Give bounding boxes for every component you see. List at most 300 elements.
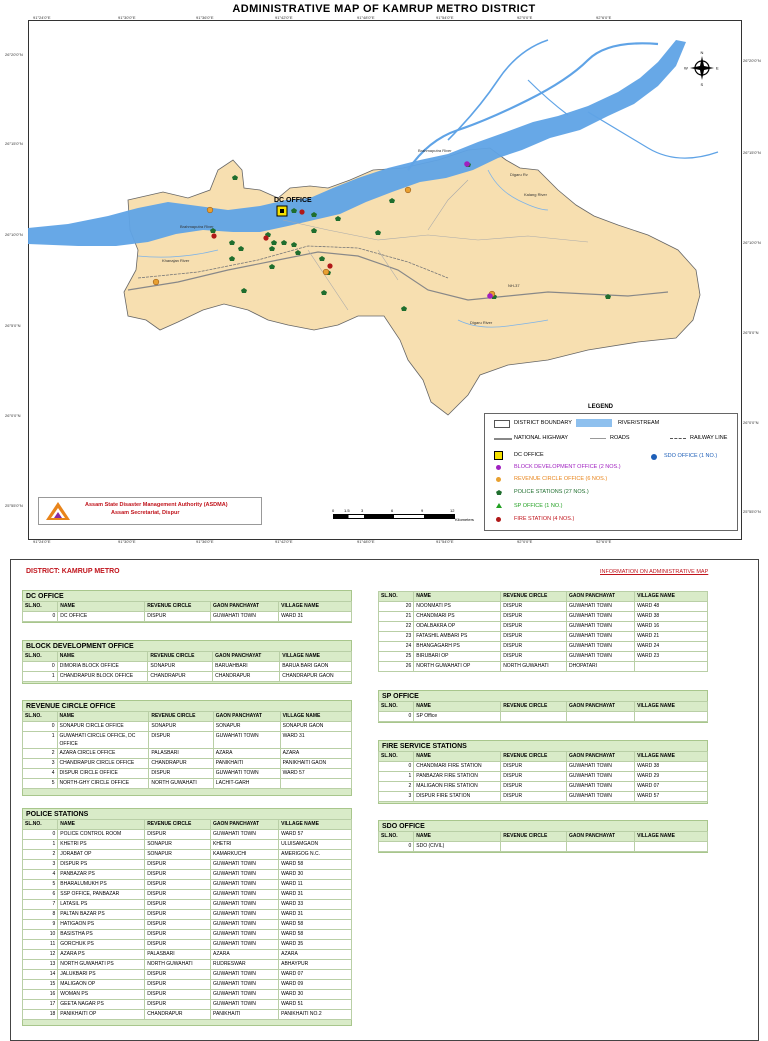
- table-cell: GUWAHATI TOWN: [566, 622, 634, 632]
- table-cell: 12: [23, 950, 58, 960]
- table-cell: DISPUR: [145, 900, 211, 910]
- legend-revenue: REVENUE CIRCLE OFFICE (6 NOS.): [514, 476, 608, 482]
- table-cell: WARD 30: [279, 990, 352, 1000]
- table-cell: GUWAHATI TOWN: [210, 910, 278, 920]
- table-cell: 18: [23, 1010, 58, 1020]
- asdma-logo-icon: [45, 501, 71, 521]
- table-cell: 11: [23, 940, 58, 950]
- table-cell: CHANDRAPUR: [149, 759, 213, 769]
- column-header: GAON PANCHAYAT: [213, 652, 280, 662]
- river-swatch: [576, 419, 612, 427]
- table-cell: 10: [23, 930, 58, 940]
- table-cell: SONAPUR: [149, 722, 213, 732]
- table-row: [379, 842, 708, 852]
- table-cell: DISPUR: [145, 830, 211, 840]
- revenue-marker[interactable]: [207, 207, 213, 213]
- fire-station-marker[interactable]: [299, 209, 304, 214]
- table-cell: 0: [23, 662, 58, 672]
- info-map-link[interactable]: INFORMATION ON ADMINISTRATIVE MAP: [600, 569, 709, 575]
- river-label: Digaru River: [470, 320, 493, 325]
- column-header: SL.NO.: [379, 752, 414, 762]
- table-cell: WARD 31: [279, 890, 352, 900]
- coord-right: 25°55'0"N: [743, 509, 761, 514]
- table-cell: GUWAHATI TOWN: [210, 930, 278, 940]
- table-cell: SONAPUR: [148, 662, 213, 672]
- sdo-office-table: [378, 831, 708, 852]
- table-cell: MALIGAON OP: [58, 980, 145, 990]
- column-header: SL.NO.: [379, 702, 414, 712]
- table-cell: 5: [23, 880, 58, 890]
- river-label: Khanajan River: [162, 258, 190, 263]
- column-header: REVENUE CIRCLE: [501, 702, 567, 712]
- coord-bottom: 91°24'0"E: [33, 539, 51, 544]
- table-row: [379, 602, 708, 612]
- table-cell: NORTH GUWAHATI: [149, 779, 213, 789]
- table-cell: 2: [379, 782, 414, 792]
- table-cell: HATIGAON PS: [58, 920, 145, 930]
- fire-station-marker[interactable]: [263, 235, 268, 240]
- table-cell: GUWAHATI TOWN: [210, 880, 278, 890]
- table-cell: [635, 662, 708, 672]
- table-cell: DISPUR: [501, 642, 567, 652]
- column-header: GAON PANCHAYAT: [210, 602, 278, 612]
- table-cell: 15: [23, 980, 58, 990]
- column-header: SL.NO.: [23, 820, 58, 830]
- column-header: VILLAGE NAME: [280, 712, 351, 722]
- column-header: GAON PANCHAYAT: [566, 592, 634, 602]
- table-cell: PANIKHAITI: [213, 759, 280, 769]
- table-cell: CHANDRAPUR CIRCLE OFFICE: [57, 759, 149, 769]
- table-cell: PALASBARI: [145, 950, 211, 960]
- table-cell: 1: [23, 840, 58, 850]
- table-cell: FATASHIL AMBARI PS: [414, 632, 501, 642]
- coord-bottom: 91°36'0"E: [196, 539, 214, 544]
- table-row: [23, 930, 352, 940]
- table-row: [23, 1010, 352, 1020]
- table-cell: WARD 31: [279, 612, 352, 622]
- table-cell: 24: [379, 642, 414, 652]
- river-channel: [588, 112, 718, 158]
- column-header: SL.NO.: [379, 832, 414, 842]
- table-row: [23, 779, 352, 789]
- table-row: [379, 652, 708, 662]
- table-cell: GUWAHATI TOWN: [210, 860, 278, 870]
- table-cell: BARUAHBARI: [213, 662, 280, 672]
- table-cell: WARD 09: [279, 980, 352, 990]
- table-cell: AZARA: [280, 749, 351, 759]
- column-header: REVENUE CIRCLE: [145, 820, 211, 830]
- table-cell: BARUA BARI GAON: [280, 662, 352, 672]
- table-cell: WARD 58: [279, 860, 352, 870]
- table-cell: 1: [379, 772, 414, 782]
- table-row: [23, 830, 352, 840]
- asdma-name: Assam State Disaster Management Authority (ASDMA): [85, 502, 228, 508]
- legend-fire: FIRE STATION (4 NOS.): [514, 516, 575, 522]
- table-cell: PANIKHAITI NO.2: [279, 1010, 352, 1020]
- table-cell: 0: [379, 712, 414, 722]
- table-cell: CHANDRAPUR BLOCK OFFICE: [57, 672, 148, 682]
- table-cell: AZARA PS: [58, 950, 145, 960]
- table-row: [23, 950, 352, 960]
- table-cell: [566, 842, 634, 852]
- column-header: VILLAGE NAME: [635, 832, 708, 842]
- brahmaputra-label: Brahmaputra River: [180, 224, 214, 229]
- table-cell: PANIKHAITI: [210, 1010, 278, 1020]
- coord-left: 26°10'0"N: [5, 232, 23, 237]
- table-cell: WARD 21: [635, 632, 708, 642]
- column-header: NAME: [57, 652, 148, 662]
- table-row: [23, 672, 352, 682]
- table-cell: 26: [379, 662, 414, 672]
- table-cell: [566, 712, 634, 722]
- table-cell: DISPUR: [145, 612, 211, 622]
- table-cell: JORABAT OP: [58, 850, 145, 860]
- brahmaputra-label: Brahmaputra River: [418, 148, 452, 153]
- table-cell: DISPUR: [145, 890, 211, 900]
- coord-left: 25°55'0"N: [5, 503, 23, 508]
- legend-boundary: DISTRICT BOUNDARY: [514, 420, 572, 426]
- highway-swatch: [494, 438, 512, 440]
- table-cell: GUWAHATI TOWN: [210, 990, 278, 1000]
- table-cell: 13: [23, 960, 58, 970]
- table-row: [23, 940, 352, 950]
- table-cell: PANBAZAR PS: [58, 870, 145, 880]
- table-cell: KAMARKUCHI: [210, 850, 278, 860]
- table-cell: CHANDRAPUR: [145, 1010, 211, 1020]
- table-cell: 25: [379, 652, 414, 662]
- table-cell: PANBAZAR FIRE STATION: [414, 772, 501, 782]
- table-cell: WARD 35: [279, 940, 352, 950]
- column-header: NAME: [58, 602, 145, 612]
- table-cell: DISPUR: [501, 792, 567, 802]
- table-cell: WARD 07: [635, 782, 708, 792]
- table-row: [379, 772, 708, 782]
- table-cell: WARD 07: [279, 970, 352, 980]
- column-header: VILLAGE NAME: [280, 652, 352, 662]
- sdo-office-icon: [651, 454, 657, 460]
- table-cell: 2: [23, 850, 58, 860]
- table-cell: BHARALUMUKH PS: [58, 880, 145, 890]
- coord-right: 26°20'0"N: [743, 58, 761, 63]
- asdma-credit: [38, 497, 262, 525]
- table-row: [23, 890, 352, 900]
- table-cell: GUWAHATI TOWN: [566, 632, 634, 642]
- legend: [484, 413, 738, 531]
- district-area: [124, 148, 700, 415]
- table-row: [23, 749, 352, 759]
- table-cell: GUWAHATI CIRCLE OFFICE, DC OFFICE: [57, 732, 149, 749]
- coord-left: 26°20'0"N: [5, 52, 23, 57]
- table-row: [379, 712, 708, 722]
- table-row: [379, 632, 708, 642]
- legend-bdo: BLOCK DEVELOPMENT OFFICE (2 NOS.): [514, 464, 621, 470]
- table-cell: DC OFFICE: [58, 612, 145, 622]
- dc-office-table: [22, 601, 352, 622]
- table-cell: 20: [379, 602, 414, 612]
- table-cell: 21: [379, 612, 414, 622]
- table-cell: PALASBARI: [149, 749, 213, 759]
- table-row: [23, 920, 352, 930]
- bdo-marker[interactable]: [464, 161, 470, 167]
- revenue-marker[interactable]: [153, 279, 159, 285]
- table-cell: WARD 24: [635, 642, 708, 652]
- table-row: [379, 642, 708, 652]
- legend-dc-office: DC OFFICE: [514, 452, 544, 458]
- table-cell: MALIGAON FIRE STATION: [414, 782, 501, 792]
- table-row: [23, 870, 352, 880]
- column-header: NAME: [58, 820, 145, 830]
- fire-station-marker[interactable]: [211, 233, 216, 238]
- table-cell: WARD 31: [280, 732, 351, 749]
- table-row: [23, 722, 352, 732]
- fire-station-marker[interactable]: [327, 263, 332, 268]
- table-cell: DHOPATARI: [566, 662, 634, 672]
- table-cell: AZARA: [210, 950, 278, 960]
- fire-service-table: [378, 751, 708, 802]
- column-header: VILLAGE NAME: [635, 702, 708, 712]
- table-row: [23, 990, 352, 1000]
- fire-station-icon: [496, 517, 501, 522]
- table-cell: DISPUR PS: [58, 860, 145, 870]
- coord-bottom: 92°0'0"E: [517, 539, 533, 544]
- column-header: VILLAGE NAME: [279, 820, 352, 830]
- scale-tick: 1.5: [344, 508, 350, 513]
- table-cell: GUWAHATI TOWN: [210, 890, 278, 900]
- section-title: BLOCK DEVELOPMENT OFFICE: [26, 643, 134, 650]
- coord-right: 26°15'0"N: [743, 150, 761, 155]
- map-title: ADMINISTRATIVE MAP OF KAMRUP METRO DISTRICT: [232, 3, 536, 15]
- table-cell: WARD 58: [279, 920, 352, 930]
- table-cell: PALTAN BAZAR PS: [58, 910, 145, 920]
- table-row: [23, 910, 352, 920]
- column-header: REVENUE CIRCLE: [145, 602, 211, 612]
- railway-swatch: [670, 438, 686, 440]
- table-cell: CHANDRAPUR: [213, 672, 280, 682]
- sp-office-table: [378, 701, 708, 722]
- table-cell: CHANDRAPUR GAON: [280, 672, 352, 682]
- dc-office-marker-core: [280, 209, 284, 213]
- bdo-table: [22, 651, 352, 682]
- table-cell: GUWAHATI TOWN: [566, 762, 634, 772]
- table-cell: SONAPUR: [145, 840, 211, 850]
- bdo-marker[interactable]: [487, 293, 493, 299]
- river-label: Digaru Rv: [510, 172, 528, 177]
- table-cell: WARD 38: [635, 762, 708, 772]
- table-cell: DISPUR: [501, 612, 567, 622]
- dc-office-label: DC OFFICE: [274, 197, 312, 204]
- table-cell: WARD 29: [635, 772, 708, 782]
- table-cell: WARD 57: [635, 792, 708, 802]
- table-cell: 0: [379, 842, 414, 852]
- table-cell: 3: [23, 759, 58, 769]
- table-cell: 16: [23, 990, 58, 1000]
- column-header: NAME: [414, 752, 501, 762]
- scale-unit: Kilometers: [455, 517, 474, 522]
- table-cell: 1: [23, 732, 58, 749]
- table-cell: 23: [379, 632, 414, 642]
- table-row: [23, 840, 352, 850]
- table-cell: AMERIGOG N.C.: [279, 850, 352, 860]
- table-cell: SONAPUR: [145, 850, 211, 860]
- table-cell: DISPUR: [145, 860, 211, 870]
- legend-title: LEGEND: [588, 404, 614, 410]
- table-cell: [280, 779, 351, 789]
- revenue-circle-table: [22, 711, 352, 789]
- table-cell: DIMORIA BLOCK OFFICE: [57, 662, 148, 672]
- coord-top: 92°0'0"E: [517, 15, 533, 20]
- table-cell: WARD 48: [635, 602, 708, 612]
- coord-top: 91°54'0"E: [436, 15, 454, 20]
- table-cell: DISPUR: [501, 772, 567, 782]
- table-cell: NORTH-GHY CIRCLE OFFICE: [57, 779, 149, 789]
- table-cell: DISPUR: [145, 1000, 211, 1010]
- coord-bottom: 91°30'0"E: [118, 539, 136, 544]
- table-cell: POLICE CONTROL ROOM: [58, 830, 145, 840]
- table-cell: GUWAHATI TOWN: [210, 980, 278, 990]
- compass-s: S: [700, 82, 704, 87]
- table-cell: AZARA: [213, 749, 280, 759]
- table-cell: BASISTHA PS: [58, 930, 145, 940]
- table-cell: GUWAHATI TOWN: [566, 782, 634, 792]
- compass-rose: [684, 50, 719, 87]
- scale-tick: 0: [332, 508, 335, 513]
- table-cell: 0: [23, 722, 58, 732]
- legend-sp: SP OFFICE (1 NO.): [514, 503, 563, 509]
- table-cell: RUDRESWAR: [210, 960, 278, 970]
- column-header: SL.NO.: [23, 652, 58, 662]
- table-cell: 4: [23, 769, 58, 779]
- table-cell: DISPUR: [501, 622, 567, 632]
- table-cell: DISPUR: [145, 870, 211, 880]
- coord-left: 26°5'0"N: [5, 323, 21, 328]
- revenue-marker[interactable]: [323, 269, 329, 275]
- table-row: [23, 1000, 352, 1010]
- revenue-marker[interactable]: [405, 187, 411, 193]
- column-header: REVENUE CIRCLE: [501, 592, 567, 602]
- table-cell: SP Office: [414, 712, 501, 722]
- table-cell: PANIKHAITI GAON: [280, 759, 351, 769]
- scale-tick: 12: [450, 508, 455, 513]
- table-cell: DISPUR: [501, 602, 567, 612]
- table-cell: 3: [23, 860, 58, 870]
- table-cell: DISPUR: [145, 990, 211, 1000]
- table-cell: BIRUBARI OP: [414, 652, 501, 662]
- column-header: VILLAGE NAME: [635, 592, 708, 602]
- compass-n: N: [700, 50, 704, 55]
- table-cell: AZARA: [279, 950, 352, 960]
- column-header: VILLAGE NAME: [279, 602, 352, 612]
- scale-tick: 6: [391, 508, 394, 513]
- table-cell: NORTH GUWAHATI PS: [58, 960, 145, 970]
- table-cell: SONAPUR CIRCLE OFFICE: [57, 722, 149, 732]
- table-cell: WARD 57: [280, 769, 351, 779]
- table-cell: KHETRI PS: [58, 840, 145, 850]
- table-cell: GUWAHATI TOWN: [566, 792, 634, 802]
- coord-right: 26°0'0"N: [743, 420, 759, 425]
- column-header: GAON PANCHAYAT: [210, 820, 278, 830]
- table-row: [379, 622, 708, 632]
- table-cell: GUWAHATI TOWN: [210, 870, 278, 880]
- table-row: [379, 662, 708, 672]
- column-header: GAON PANCHAYAT: [566, 752, 634, 762]
- table-row: [23, 769, 352, 779]
- table-cell: 5: [23, 779, 58, 789]
- column-header: SL.NO.: [23, 602, 58, 612]
- table-cell: PANIKHAITI OP: [58, 1010, 145, 1020]
- asdma-address: Assam Secretariat, Dispur: [111, 510, 180, 516]
- table-cell: GUWAHATI TOWN: [213, 732, 280, 749]
- table-cell: DISPUR: [145, 910, 211, 920]
- table-cell: GUWAHATI TOWN: [566, 602, 634, 612]
- table-cell: AZARA CIRCLE OFFICE: [57, 749, 149, 759]
- table-cell: CHANDMARI PS: [414, 612, 501, 622]
- table-cell: ABHAYPUR: [279, 960, 352, 970]
- column-header: GAON PANCHAYAT: [566, 832, 634, 842]
- table-cell: 8: [23, 910, 58, 920]
- table-cell: CHANDMARI FIRE STATION: [414, 762, 501, 772]
- scale-tick: 3: [361, 508, 364, 513]
- coord-left: 26°0'0"N: [5, 413, 21, 418]
- column-header: REVENUE CIRCLE: [501, 832, 567, 842]
- table-cell: LATASIL PS: [58, 900, 145, 910]
- boundary-swatch: [494, 420, 510, 428]
- table-cell: 0: [23, 830, 58, 840]
- police-table-continued: [378, 591, 708, 672]
- table-cell: WARD 31: [279, 910, 352, 920]
- legend-police: POLICE STATIONS (27 NOS.): [514, 489, 589, 495]
- column-header: SL.NO.: [23, 712, 58, 722]
- table-cell: ODALBAKRA OP: [414, 622, 501, 632]
- column-header: NAME: [414, 702, 501, 712]
- table-row: [23, 880, 352, 890]
- table-cell: GUWAHATI TOWN: [210, 900, 278, 910]
- table-cell: [501, 712, 567, 722]
- coord-top: 91°36'0"E: [196, 15, 214, 20]
- table-cell: DISPUR FIRE STATION: [414, 792, 501, 802]
- column-header: SL.NO.: [379, 592, 414, 602]
- scale-tick: 9: [421, 508, 424, 513]
- table-row: [379, 792, 708, 802]
- table-cell: GUWAHATI TOWN: [566, 612, 634, 622]
- table-row: [379, 762, 708, 772]
- table-cell: WARD 38: [635, 612, 708, 622]
- table-row: [23, 850, 352, 860]
- table-cell: 1: [23, 672, 58, 682]
- table-cell: KHETRI: [210, 840, 278, 850]
- table-cell: GUWAHATI TOWN: [210, 612, 278, 622]
- table-cell: NOONMATI PS: [414, 602, 501, 612]
- table-cell: DISPUR: [145, 930, 211, 940]
- table-cell: JALUKBARI PS: [58, 970, 145, 980]
- table-cell: 22: [379, 622, 414, 632]
- table-cell: [501, 842, 567, 852]
- table-row: [23, 612, 352, 622]
- table-row: [23, 970, 352, 980]
- column-header: NAME: [57, 712, 149, 722]
- table-cell: 6: [23, 890, 58, 900]
- legend-river: RIVER/STREAM: [618, 420, 660, 426]
- section-title: REVENUE CIRCLE OFFICE: [26, 703, 116, 710]
- table-row: [23, 960, 352, 970]
- table-cell: WARD 51: [279, 1000, 352, 1010]
- table-row: [23, 980, 352, 990]
- table-cell: LACHIT-GARH: [213, 779, 280, 789]
- column-header: REVENUE CIRCLE: [501, 752, 567, 762]
- bdo-icon: [496, 465, 501, 470]
- table-cell: WARD 58: [279, 930, 352, 940]
- table-row: [23, 662, 352, 672]
- legend-sdo: SDO OFFICE (1 NO.): [664, 453, 718, 459]
